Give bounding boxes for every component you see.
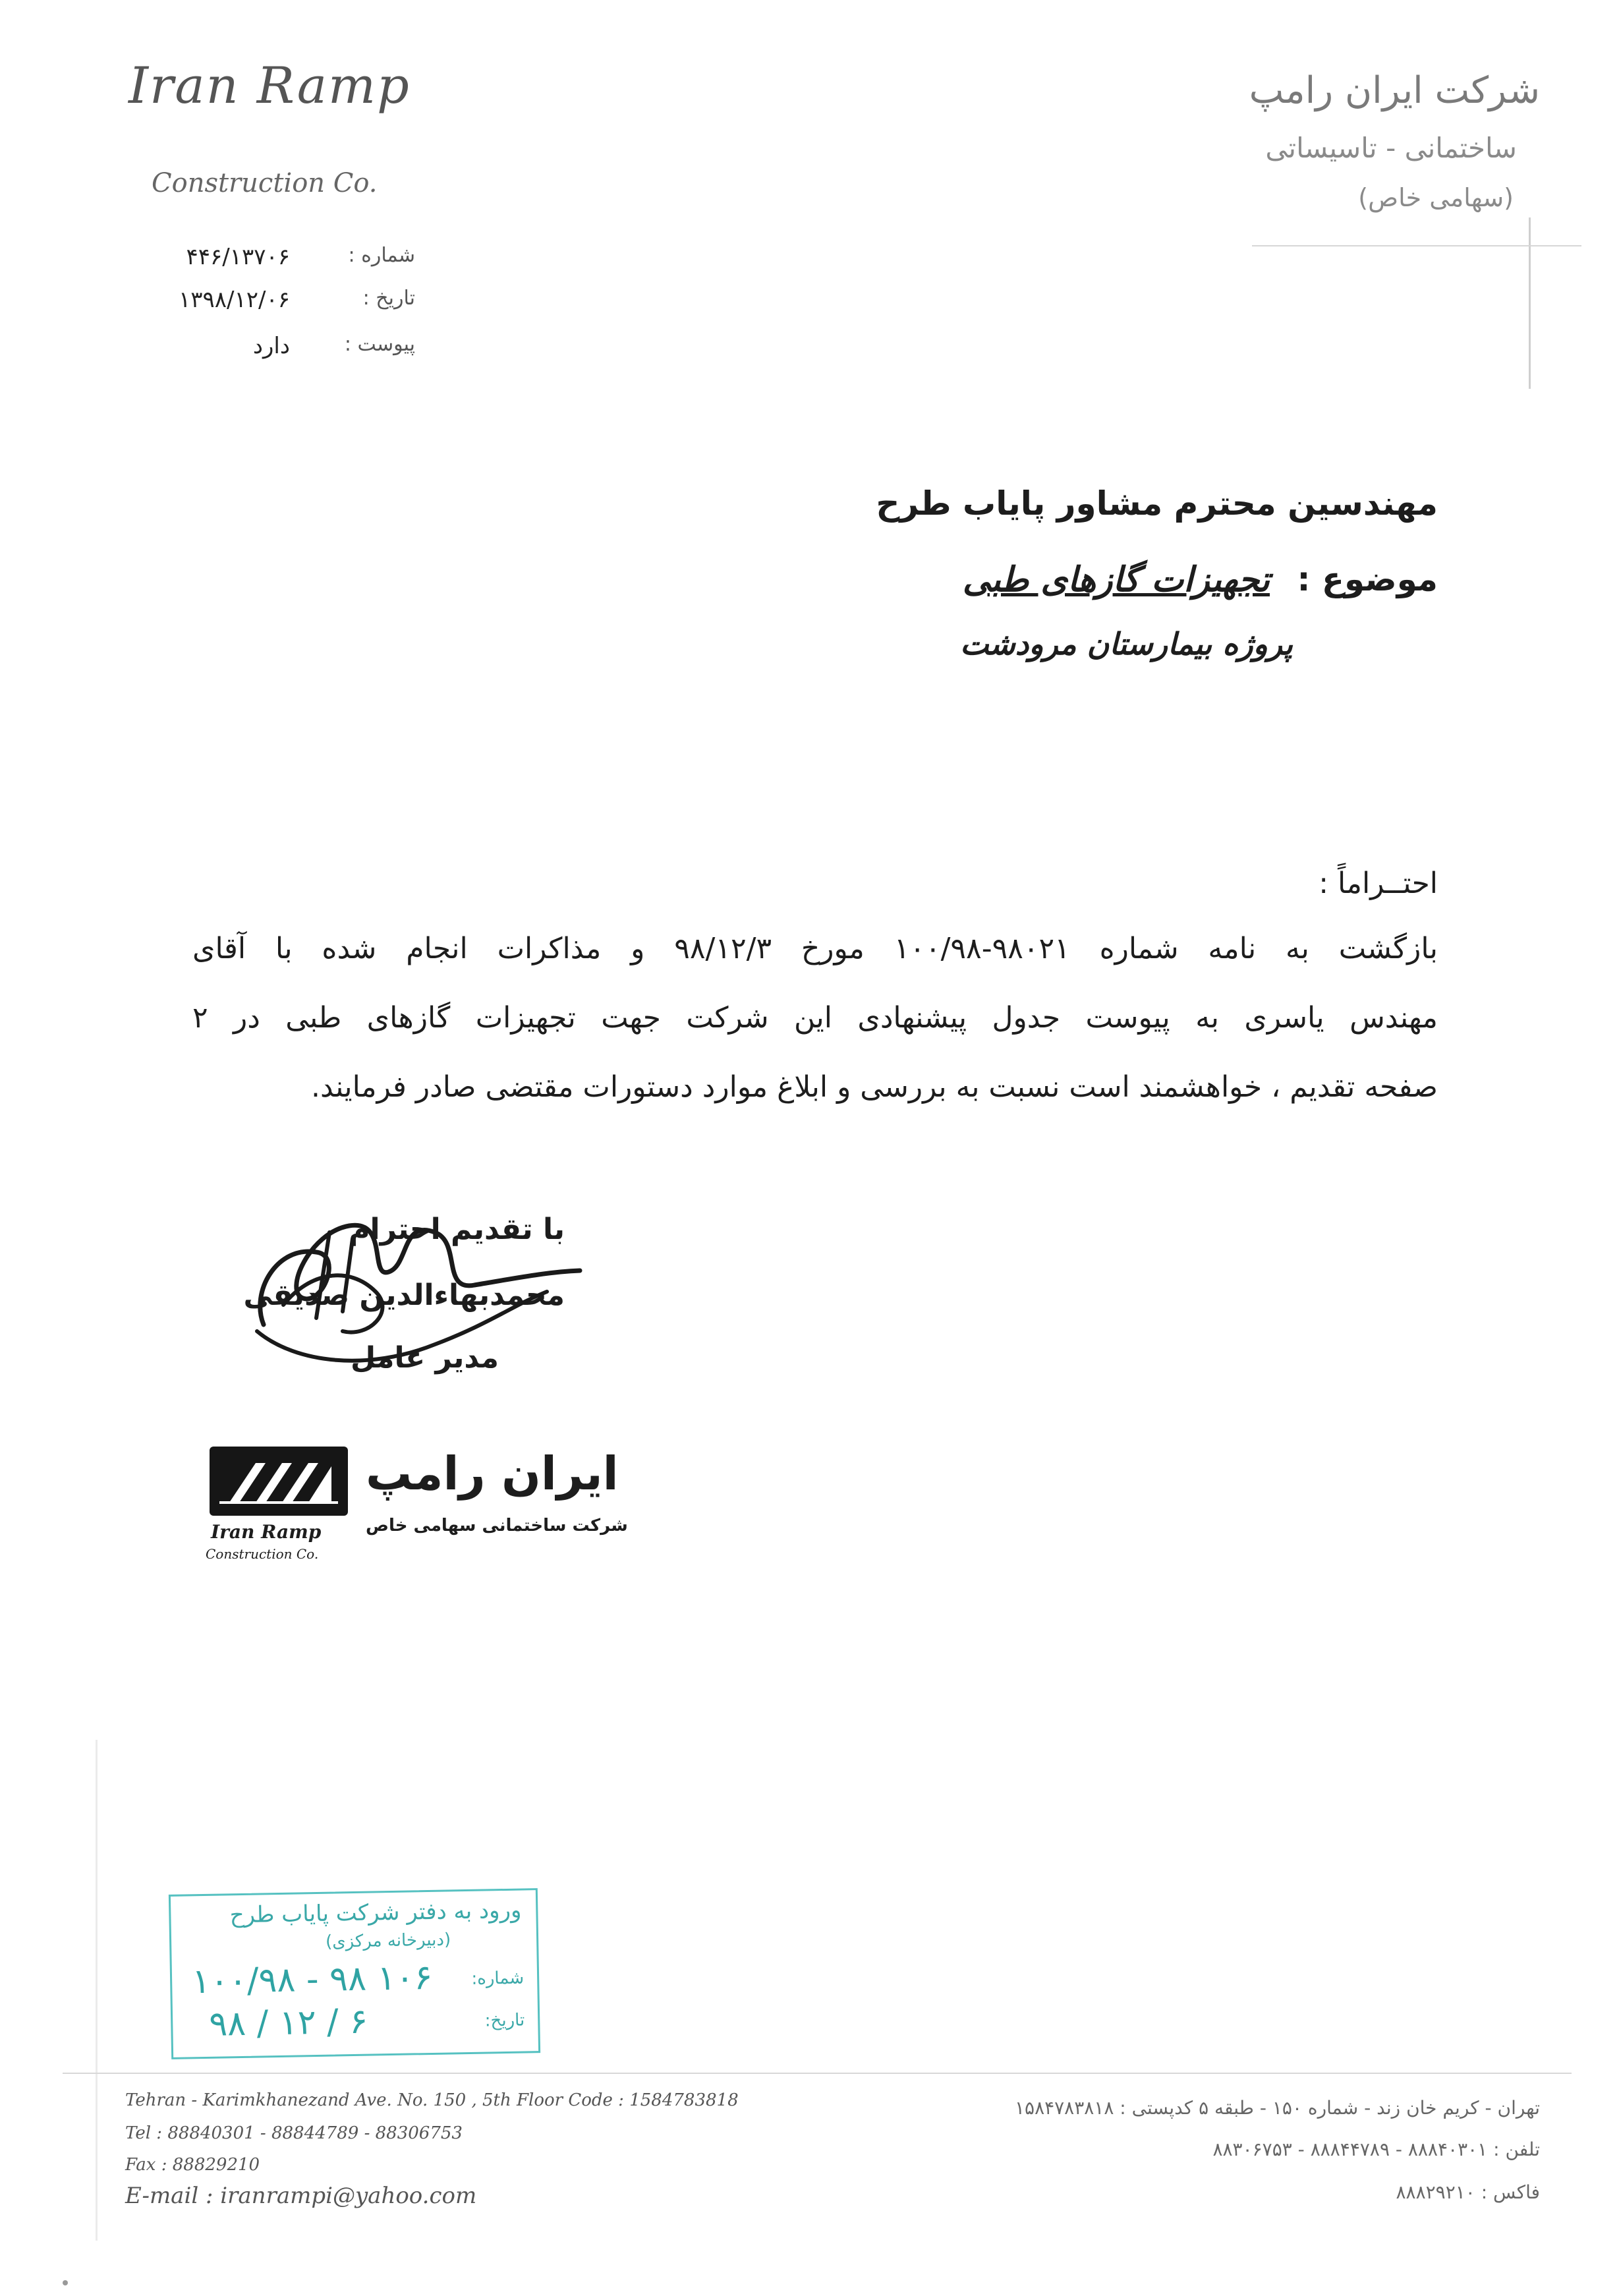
closing-regards: با تقدیم احترام bbox=[349, 1213, 565, 1246]
stamp-number-label: شماره: bbox=[471, 1968, 525, 1989]
addressee: مهندسین محترم مشاور پایاب طرح bbox=[876, 484, 1438, 523]
stamp-number-value: ۱۰۰/۹۸ - ۹۸ ۱۰۶ bbox=[191, 1957, 433, 2002]
company-type-persian: ساختمانی - تاسیساتی bbox=[1265, 132, 1517, 164]
company-logo-icon bbox=[210, 1447, 348, 1516]
stamp-date-value: ۹۸ / ۱۲ / ۶ bbox=[208, 2001, 368, 2044]
company-name-persian: شرکت ایران رامپ bbox=[1249, 69, 1540, 112]
subject-label: موضوع : bbox=[1297, 560, 1438, 598]
handwritten-signature bbox=[237, 1193, 606, 1391]
letter-date-label: تاریخ : bbox=[362, 287, 415, 310]
letter-attachment-row bbox=[158, 333, 415, 372]
footer-address-english: Tehran - Karimkhanezand Ave. No. 150 , 5th Floor Code : 1584783818 bbox=[125, 2090, 739, 2110]
project-name: پروژه بیمارستان مرودشت bbox=[960, 626, 1293, 662]
subject-text: تجهیزات گازهای طبی bbox=[962, 560, 1270, 600]
footer-fax-persian: فاکس : ۸۸۸۲۹۲۱۰ bbox=[1396, 2181, 1540, 2203]
scan-artifact-line bbox=[96, 1740, 98, 2241]
letter-date-row bbox=[158, 287, 415, 326]
company-subtitle-english: Construction Co. bbox=[152, 168, 378, 198]
letter-attachment-value: دارد bbox=[252, 333, 290, 359]
body-line-1: بازگشت به نامه شماره ۹۸۰۲۱-۱۰۰/۹۸ مورخ ۹۸/۱۲/۳ و مذاکرات انجام شده با آقای bbox=[192, 932, 1438, 965]
letterhead-divider-horizontal bbox=[1252, 245, 1581, 246]
logo-english-subtitle: Construction Co. bbox=[206, 1546, 319, 1562]
footer-divider bbox=[63, 2073, 1572, 2074]
body-line-3: صفحه تقدیم ، خواهشمند است نسبت به بررسی و ابلاغ موارد دستورات مقتضی صادر فرمایند. bbox=[311, 1070, 1438, 1104]
company-legal-form-persian: (سهامی خاص) bbox=[1358, 183, 1514, 212]
stamp-subtitle: (دبیرخانه مرکزی) bbox=[325, 1930, 451, 1952]
logo-english-name: Iran Ramp bbox=[211, 1521, 322, 1543]
letter-number-row bbox=[158, 244, 415, 283]
body-line-2: مهندس یاسری به پیوست جدول پیشنهادی این شرکت جهت تجهیزات گازهای طبی در ۲ bbox=[192, 1001, 1438, 1035]
letter-attachment-label: پیوست : bbox=[344, 333, 415, 356]
received-stamp bbox=[169, 1888, 540, 2059]
letter-number-label: شماره : bbox=[348, 244, 415, 267]
signatory-name: محمدبهاءالدین صدیقی bbox=[243, 1278, 565, 1312]
signatory-title: مدیر عامل bbox=[351, 1341, 499, 1375]
logo-persian-name: ایران رامپ bbox=[366, 1447, 619, 1501]
footer-phone-persian: تلفن : ۸۸۸۴۰۳۰۱ - ۸۸۸۴۴۷۸۹ - ۸۸۳۰۶۷۵۳ bbox=[1212, 2138, 1540, 2160]
letter-date-value: ۱۳۹۸/۱۲/۰۶ bbox=[178, 287, 290, 313]
letterhead-divider-vertical bbox=[1529, 217, 1531, 389]
company-name-english: Iran Ramp bbox=[128, 56, 411, 115]
greeting: احتــراماً : bbox=[1319, 867, 1438, 900]
footer-fax-english: Fax : 88829210 bbox=[125, 2155, 260, 2175]
footer-address-persian: تهران - کریم خان زند - شماره ۱۵۰ - طبقه ۵ کدپستی : ۱۵۸۴۷۸۳۸۱۸ bbox=[1014, 2097, 1540, 2119]
stamp-date-label: تاریخ: bbox=[484, 2010, 525, 2031]
logo-persian-subtitle: شرکت ساختمانی سهامی خاص bbox=[366, 1516, 628, 1535]
stamp-title: ورود به دفتر شرکت پایاب طرح bbox=[229, 1897, 522, 1929]
footer-email-english: E-mail : iranrampi@yahoo.com bbox=[125, 2183, 477, 2209]
letter-number-value: ۴۴۶/۱۳۷۰۶ bbox=[186, 244, 290, 270]
scan-artifact-dot bbox=[63, 2280, 68, 2285]
footer-phone-english: Tel : 88840301 - 88844789 - 88306753 bbox=[125, 2123, 463, 2143]
